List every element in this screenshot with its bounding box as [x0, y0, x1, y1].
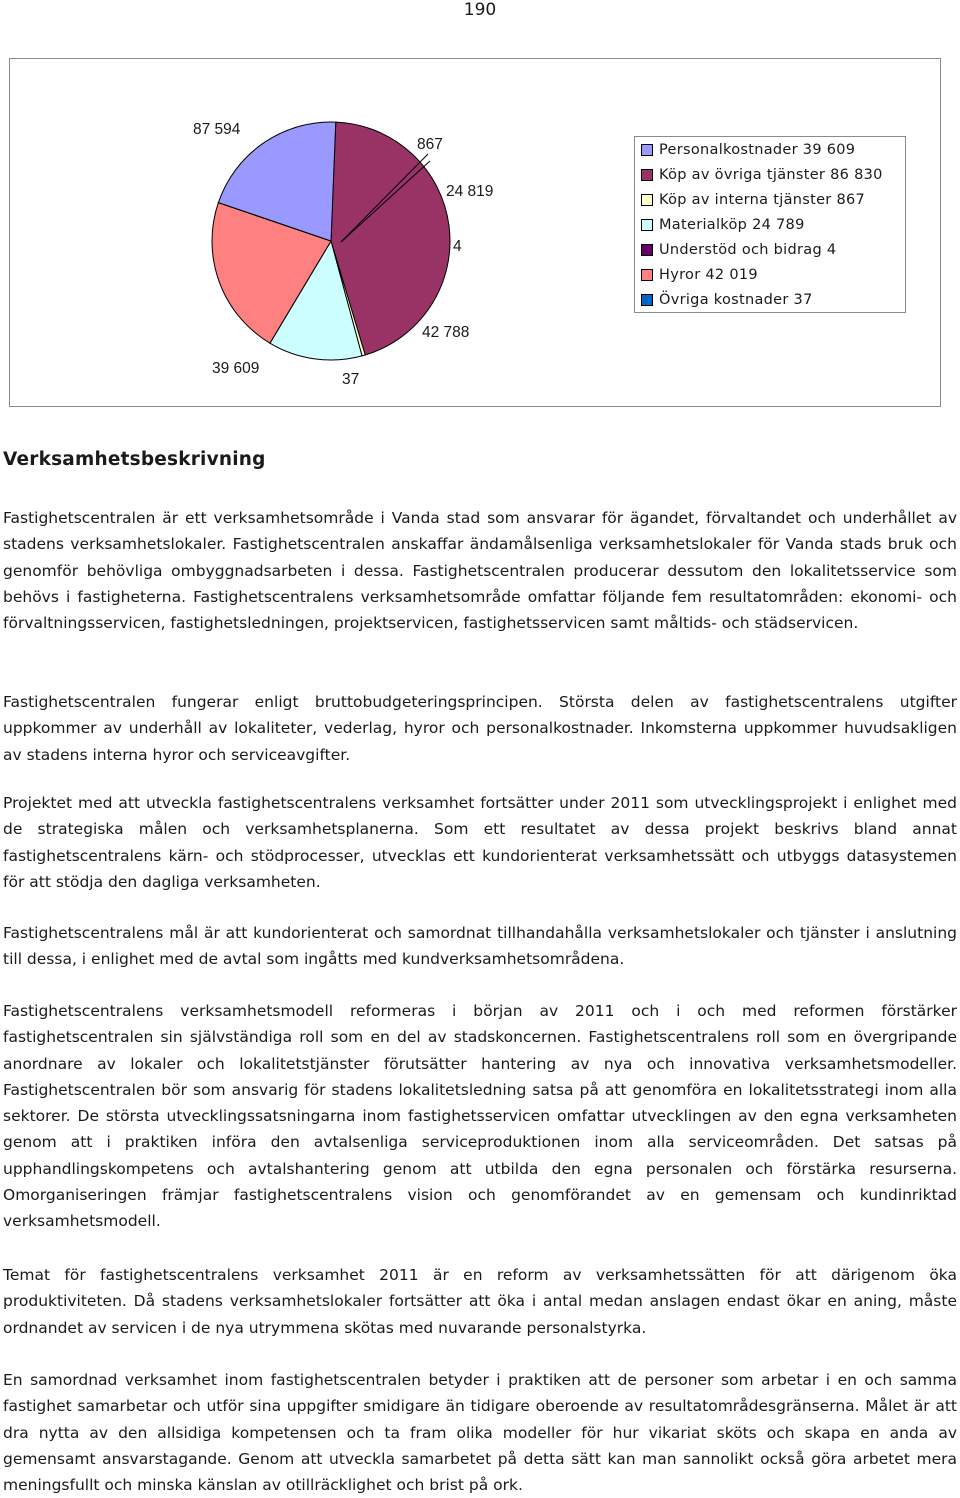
data-label: 37 — [342, 371, 360, 388]
legend-label: Understöd och bidrag 4 — [659, 242, 837, 258]
legend-label: Övriga kostnader 37 — [659, 292, 813, 308]
paragraph: Fastighetscentralens mål är att kundorienterat och samordnat tillhandahålla verksamhetslokaler och tjänster i anslutning till dessa, i enlighet med de avtal som ingåtts med kundverksamhetsområdena. — [3, 924, 957, 969]
legend-label: Köp av övriga tjänster 86 830 — [659, 167, 883, 183]
data-label: 39 609 — [212, 360, 260, 377]
legend-label: Hyror 42 019 — [659, 267, 758, 283]
section-heading: Verksamhetsbeskrivning — [3, 449, 266, 470]
paragraph: Temat för fastighetscentralens verksamhet 2011 är en reform av verksamhetssätten för att därigenom öka produktiviteten. Då stadens verksamhetslokaler fortsätter att öka i antal medan anslagen endast ökar en aning, måste ordnandet av servicen i de nya utrymmena skötas med nuvarande personalstyrka. — [3, 1266, 957, 1337]
legend-label: Personalkostnader 39 609 — [659, 142, 856, 158]
paragraph: Fastighetscentralen fungerar enligt bruttobudgeteringsprincipen. Största delen av fastighetscentralens utgifter uppkommer av underhåll av lokaliteter, vederlag, hyror och personalkostnader. Inkomsterna uppkommer huvudsakligen av stadens interna hyror och serviceavgifter. — [3, 693, 957, 764]
chart-legend — [634, 136, 906, 313]
data-label: 87 594 — [193, 121, 241, 138]
paragraph: En samordnad verksamhet inom fastighetscentralen betyder i praktiken att de personer som arbetar i en och samma fastighet samarbetar och utför sina uppgifter smidigare än tidigare oberoende av resultatområdesgränserna. Målet är att dra nytta av den allsidiga kompetensen och ta fram olika modeller för hur vikariat sköts och skapa en anda av gemensamt ansvarstagande. Genom att utveckla samarbetet på detta sätt kan man sannolikt också göra arbetet mera meningsfullt och minska känslan av otillräcklighet och brist på ork. — [3, 1371, 957, 1495]
legend-swatch — [641, 294, 653, 306]
legend-item — [641, 190, 865, 210]
paragraph: Fastighetscentralen är ett verksamhetsområde i Vanda stad som ansvarar för ägandet, förvaltandet och underhållet av stadens verksamhetslokaler. Fastighetscentralen anskaffar ändamålsenliga verksamhetslokaler för Vanda stads bruk och genomför behövliga ombyggnadsarbeten i dessa. Fastighetscentralen producerar dessutom den lokalitetsservice som behövs i fastigheterna. Fastighetscentralens verksamhetsområde omfattar följande fem resultatområden: ekonomi- och förvaltningsservicen, fastighetsledningen, projektservicen, fastighetsservicen samt måltids- och städservicen. — [3, 509, 957, 633]
legend-swatch — [641, 169, 653, 181]
legend-label: Köp av interna tjänster 867 — [659, 192, 866, 208]
data-label: 867 — [417, 136, 443, 153]
chart-area — [9, 58, 941, 407]
legend-label: Materialköp 24 789 — [659, 217, 805, 233]
page-number: 190 — [463, 0, 497, 20]
legend-item — [641, 165, 883, 185]
legend-item — [641, 240, 836, 260]
legend-swatch — [641, 194, 653, 206]
paragraph: Fastighetscentralens verksamhetsmodell reformeras i början av 2011 och i och med reformen förstärker fastighetscentralen sin självständiga roll som en del av stadskoncernen. Fastighetscentralens roll som en övergripande anordnare av lokaler och lokalitetstjänster förutsätter hantering av nya och innovativa verksamhetsmodeller. Fastighetscentralen bör som ansvarig för stadens lokalitetsledning satsa på att genomföra en lokalitetsstrategi inom alla sektorer. De största utvecklingssatsningarna inom fastighetsservicen omfattar utvecklingen av den egna verksamheten genom att i praktiken införa den avtalsenliga serviceproduktionen inom alla serviceområden. Det satsas på upphandlingskompetens och avtalshantering genom att utbilda den egna personalen och förstärka resurserna. Omorganiseringen främjar fastighetscentralens vision och genomförandet av en gemensam och kundinriktad verksamhetsmodell. — [3, 1002, 957, 1231]
legend-item — [641, 290, 813, 310]
legend-swatch — [641, 244, 653, 256]
legend-swatch — [641, 144, 653, 156]
legend-item — [641, 140, 855, 160]
legend-item — [641, 215, 805, 235]
data-label: 4 — [453, 238, 462, 255]
paragraph: Projektet med att utveckla fastighetscentralens verksamhet fortsätter under 2011 som utvecklingsprojekt i enlighet med de strategiska målen och verksamhetsplanerna. Som ett resultatet av dessa projekt beskrivs bland annat fastighetscentralens kärn- och stödprocesser, utvecklas ett kundorienterat verksamhetssätt och utbyggs datasystemen för att stödja den dagliga verksamheten. — [3, 794, 957, 891]
data-label: 24 819 — [446, 183, 494, 200]
legend-swatch — [641, 219, 653, 231]
data-label: 42 788 — [422, 324, 470, 341]
legend-item — [641, 265, 758, 285]
legend-swatch — [641, 269, 653, 281]
